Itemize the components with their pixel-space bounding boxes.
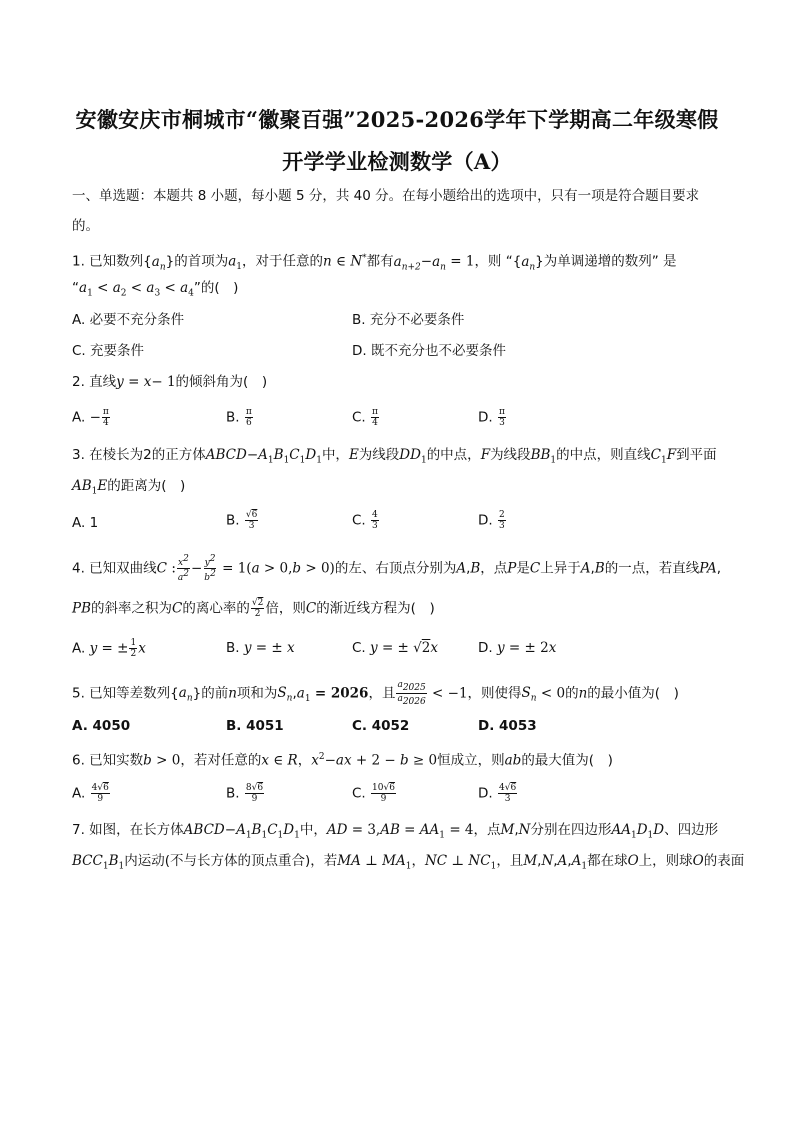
question-2-option-b[interactable]: B. $\frac{\pi}{6}$	[226, 407, 252, 428]
question-6-stem: 6. 已知实数b > 0，若对任意的x ∈ R，$x^2-ax + 2 - b \ge 0$恒成立，则ab的最大值为( )	[72, 752, 613, 769]
exam-title-line1: 安徽安庆市桐城市“徽聚百强”2025-2026学年下学期高二年级寒假	[75, 107, 719, 132]
question-4-option-b[interactable]: B. y = ± x	[226, 640, 295, 656]
question-2-option-d[interactable]: D. $\frac{\pi}{3}$	[478, 407, 505, 428]
question-7-stem-cont: $BCC_1B_1$内运动(不与长方体的顶点重合)，若MA ⊥ $MA_1$，NC ⊥ $NC_1$，且$M,N,A,A_1$都在球O上，则球O的表面	[72, 853, 745, 872]
question-5-stem: 5. 已知等差数列$\{a_n\}$的前n项和为$S_n,a_1 = 2026$，且 $\frac{a_{2025}}{a_{2026}}$ < −1，则使得$S_n < 0$的n的最小值为( )	[72, 680, 679, 707]
exam-title-line2: 开学学业检测数学（A）	[282, 149, 512, 174]
question-1-option-a[interactable]: A. 必要不充分条件	[72, 312, 185, 328]
question-4-option-c[interactable]: C. y = ± √2x	[352, 640, 438, 656]
question-1-option-c[interactable]: C. 充要条件	[72, 343, 145, 359]
question-3-option-c[interactable]: C. $\frac{4}{3}$	[352, 510, 378, 531]
question-3-stem-cont: $AB_1E$的距离为( )	[72, 478, 186, 497]
question-3-option-d[interactable]: D. $\frac{2}{3}$	[478, 510, 505, 531]
question-3-option-b[interactable]: B. $\frac{√6}{3}$	[226, 510, 258, 531]
question-3-stem: 3. 在棱长为2的正方体$ABCD-A_1B_1C_1D_1$中，E为线段$DD_1$的中点，F为线段$BB_1$的中点，则直线$C_1F$到平面	[72, 447, 717, 466]
question-2-stem: 2. 直线y = x− 1的倾斜角为( )	[72, 374, 268, 390]
question-6-option-a[interactable]: A. $\frac{4√6}{9}$	[72, 783, 109, 804]
question-1-option-b[interactable]: B. 充分不必要条件	[352, 312, 465, 328]
question-4-option-a[interactable]: A. y = ± $\frac{1}{2}$ x	[72, 638, 146, 659]
question-6-option-b[interactable]: B. $\frac{8√6}{9}$	[226, 783, 264, 804]
question-3-option-a[interactable]: A. 1	[72, 515, 99, 531]
question-1-option-d[interactable]: D. 既不充分也不必要条件	[352, 343, 506, 359]
question-1-stem: 1. 已知数列$\{a_n\}$的首项为$a_1$，对于任意的n ∈ N*都有$a_{n+2}-a_n = 1$，则 “$\{a_n\}$为单调递增的数列” 是	[72, 253, 677, 273]
question-6-option-d[interactable]: D. $\frac{4√6}{3}$	[478, 783, 517, 804]
question-5-option-b[interactable]: B. 4051	[226, 718, 284, 734]
question-4-stem-cont: PB的斜率之积为C的离心率的 $\frac{√2}{2}$ 倍，则C的渐近线方程为( )	[72, 598, 435, 619]
question-5-option-c[interactable]: C. 4052	[352, 718, 410, 734]
question-1-stem-cont: “$a_1 < a_2 < a_3 < a_4$”的( )	[72, 280, 239, 299]
question-2-option-a[interactable]: A. − $\frac{\pi}{4}$	[72, 407, 109, 428]
question-4-option-d[interactable]: D. y = ± 2x	[478, 640, 557, 656]
question-7-stem: 7. 如图，在长方体$ABCD-A_1B_1C_1D_1$中，AD = $3,AB = AA_1 = 4$，点M,N分别在四边形$AA_1D_1D$、四边形	[72, 822, 719, 841]
question-6-option-c[interactable]: C. $\frac{10√6}{9}$	[352, 783, 395, 804]
question-4-stem: 4. 已知双曲线C : $\frac{x^2}{a^2}$ − $\frac{y^2}{b^2}$ = 1(a > 0,b > 0)的左、右顶点分别为A,B，点P是C上异于A,B的一点，若直线PA,	[72, 554, 722, 583]
question-5-option-a[interactable]: A. 4050	[72, 718, 131, 734]
question-2-option-c[interactable]: C. $\frac{\pi}{4}$	[352, 407, 378, 428]
section-instructions-cont: 的。	[72, 218, 99, 234]
section-instructions: 一、单选题：本题共 8 小题，每小题 5 分，共 40 分。在每小题给出的选项中，只有一项是符合题目要求	[72, 188, 700, 204]
question-5-option-d[interactable]: D. 4053	[478, 718, 537, 734]
